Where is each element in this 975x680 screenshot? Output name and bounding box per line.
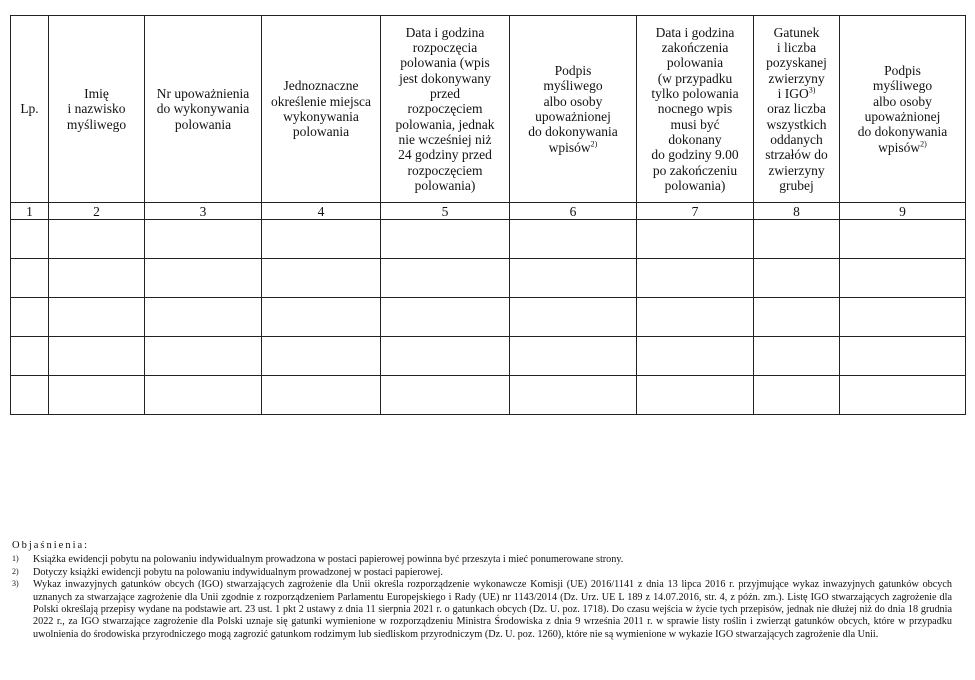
footnote-ref: 3) — [808, 85, 816, 95]
table-cell[interactable] — [145, 337, 262, 376]
table-cell[interactable] — [145, 220, 262, 259]
explanation-text: Książka ewidencji pobytu na polowaniu indywidualnym prowadzona w postaci papierowej powinna być przeszyta i mieć ponumerowane strony. — [33, 554, 624, 566]
table-cell[interactable] — [381, 298, 510, 337]
table-cell[interactable] — [840, 337, 966, 376]
footnote-ref: 2) — [590, 139, 598, 149]
table-cell[interactable] — [145, 259, 262, 298]
explanation-item — [12, 567, 952, 579]
footnote-marker: 3) — [12, 579, 19, 589]
table-cell[interactable] — [49, 220, 145, 259]
column-number: 1 — [11, 203, 49, 220]
column-header-7: Data i godzina zakończenia polowania (w przypadku tylko polowania nocnego wpis musi być dokonany do godziny 9.00 po zakończeniu polowania) — [637, 16, 754, 203]
table-cell[interactable] — [381, 259, 510, 298]
table-cell[interactable] — [262, 376, 381, 415]
table-cell[interactable] — [840, 220, 966, 259]
table-cell[interactable] — [754, 337, 840, 376]
hunting-register-table — [10, 15, 966, 415]
table-cell[interactable] — [381, 376, 510, 415]
column-number: 7 — [637, 203, 754, 220]
header-row — [11, 16, 966, 203]
column-header-1: Lp. — [11, 16, 49, 203]
table-cell[interactable] — [145, 376, 262, 415]
table-cell[interactable] — [11, 376, 49, 415]
column-header-2: Imię i nazwisko myśliwego — [49, 16, 145, 203]
table-cell[interactable] — [510, 298, 637, 337]
table-cell[interactable] — [637, 259, 754, 298]
explanations-list — [12, 554, 952, 641]
table-cell[interactable] — [262, 337, 381, 376]
column-number: 6 — [510, 203, 637, 220]
table-row — [11, 259, 966, 298]
explanation-item — [12, 554, 952, 566]
table-cell[interactable] — [262, 259, 381, 298]
table-row — [11, 376, 966, 415]
column-header-9: Podpis myśliwego albo osoby upoważnionej do dokonywania wpisów$^{2)}$ — [840, 16, 966, 203]
table-cell[interactable] — [49, 376, 145, 415]
table-cell[interactable] — [11, 298, 49, 337]
column-header-6: Podpis myśliwego albo osoby upoważnionej do dokonywania wpisów$^{2)}$ — [510, 16, 637, 203]
column-number-row — [11, 203, 966, 220]
table-cell[interactable] — [262, 298, 381, 337]
table-cell[interactable] — [510, 376, 637, 415]
table-cell[interactable] — [637, 298, 754, 337]
column-number: 2 — [49, 203, 145, 220]
table-cell[interactable] — [510, 337, 637, 376]
table-cell[interactable] — [145, 298, 262, 337]
table-cell[interactable] — [754, 298, 840, 337]
footnote-ref: 2) — [920, 139, 927, 149]
table-cell[interactable] — [262, 220, 381, 259]
table-cell[interactable] — [840, 376, 966, 415]
explanations — [12, 540, 952, 641]
column-number: 5 — [381, 203, 510, 220]
column-header-3: Nr upoważnienia do wykonywania polowania — [145, 16, 262, 203]
column-header-5: Data i godzina rozpoczęcia polowania (wpis jest dokonywany przed rozpoczęciem polowania, jednak nie wcześniej niż 24 godziny przed rozpoczęciem polowania) — [381, 16, 510, 203]
table-cell[interactable] — [754, 220, 840, 259]
table-cell[interactable] — [754, 376, 840, 415]
table-cell[interactable] — [840, 298, 966, 337]
table-row — [11, 337, 966, 376]
column-number: 9 — [840, 203, 966, 220]
table-cell[interactable] — [381, 337, 510, 376]
column-number: 4 — [262, 203, 381, 220]
table-cell[interactable] — [49, 298, 145, 337]
column-header-4: Jednoznaczne określenie miejsca wykonywania polowania — [262, 16, 381, 203]
footnote-marker: 1) — [12, 554, 19, 564]
column-number: 8 — [754, 203, 840, 220]
table-cell[interactable] — [637, 220, 754, 259]
column-number: 3 — [145, 203, 262, 220]
table-cell[interactable] — [11, 220, 49, 259]
table-cell[interactable] — [11, 337, 49, 376]
explanations-title: Objaśnienia: — [12, 540, 90, 551]
explanation-item — [12, 579, 952, 641]
table-row — [11, 220, 966, 259]
table-cell[interactable] — [510, 259, 637, 298]
table-cell[interactable] — [840, 259, 966, 298]
footnote-marker: 2) — [12, 566, 19, 576]
table-cell[interactable] — [754, 259, 840, 298]
table-row — [11, 298, 966, 337]
table-cell[interactable] — [381, 220, 510, 259]
column-header-8: Gatunek i liczba pozyskanej zwierzyny i IGO$^{3)}$ oraz liczba wszystkich oddanych strzałów do zwierzyny grubej — [754, 16, 840, 203]
table-cell[interactable] — [49, 337, 145, 376]
table-cell[interactable] — [49, 259, 145, 298]
table-cell[interactable] — [637, 376, 754, 415]
explanation-text: Dotyczy książki ewidencji pobytu na polowaniu indywidualnym prowadzonej w postaci papierowej. — [33, 566, 443, 578]
table-cell[interactable] — [510, 220, 637, 259]
table-cell[interactable] — [637, 337, 754, 376]
explanation-text: Wykaz inwazyjnych gatunków obcych (IGO) stwarzających zagrożenie dla Unii określa rozporządzenie wykonawcze Komisji (UE) 2016/1141 z dnia 13 lipca 2016 r. przyjmujące wykaz inwazyjnych gatunków obcych uznanych za stwarzające zagrożenie dla Unii zgodnie z rozporządzeniem Parlamentu Europejskiego i Rady (UE) nr 1143/2014 (Dz. Urz. UE L 189 z 14.07.2016, str. 4, z późn. zm.). Listę IGO stwarzających zagrożenie dla Polski określają przepisy wydane na podstawie art. 23 ust. 1 pkt 2 ustawy z dnia 11 sierpnia 2021 r. o gatunkach obcych (Dz. U. poz. 1718). Do czasu wejścia w życie tych przepisów, jednak nie dłużej niż do dnia 18 grudnia 2022 r., za IGO stwarzające zagrożenie dla Polski uznaje się gatunki wymienione w rozporządzeniu Ministra Środowiska z dnia 9 września 2011 r. w sprawie listy roślin i zwierząt gatunków obcych, które w przypadku uwolnienia do środowiska przyrodniczego mogą zagrozić gatunkom rodzimym lub siedliskom przyrodniczym (Dz. U. poz. 1260), które nie są wymienione w wykazie IGO stwarzających zagrożenie dla Unii. — [33, 579, 952, 640]
table-cell[interactable] — [11, 259, 49, 298]
